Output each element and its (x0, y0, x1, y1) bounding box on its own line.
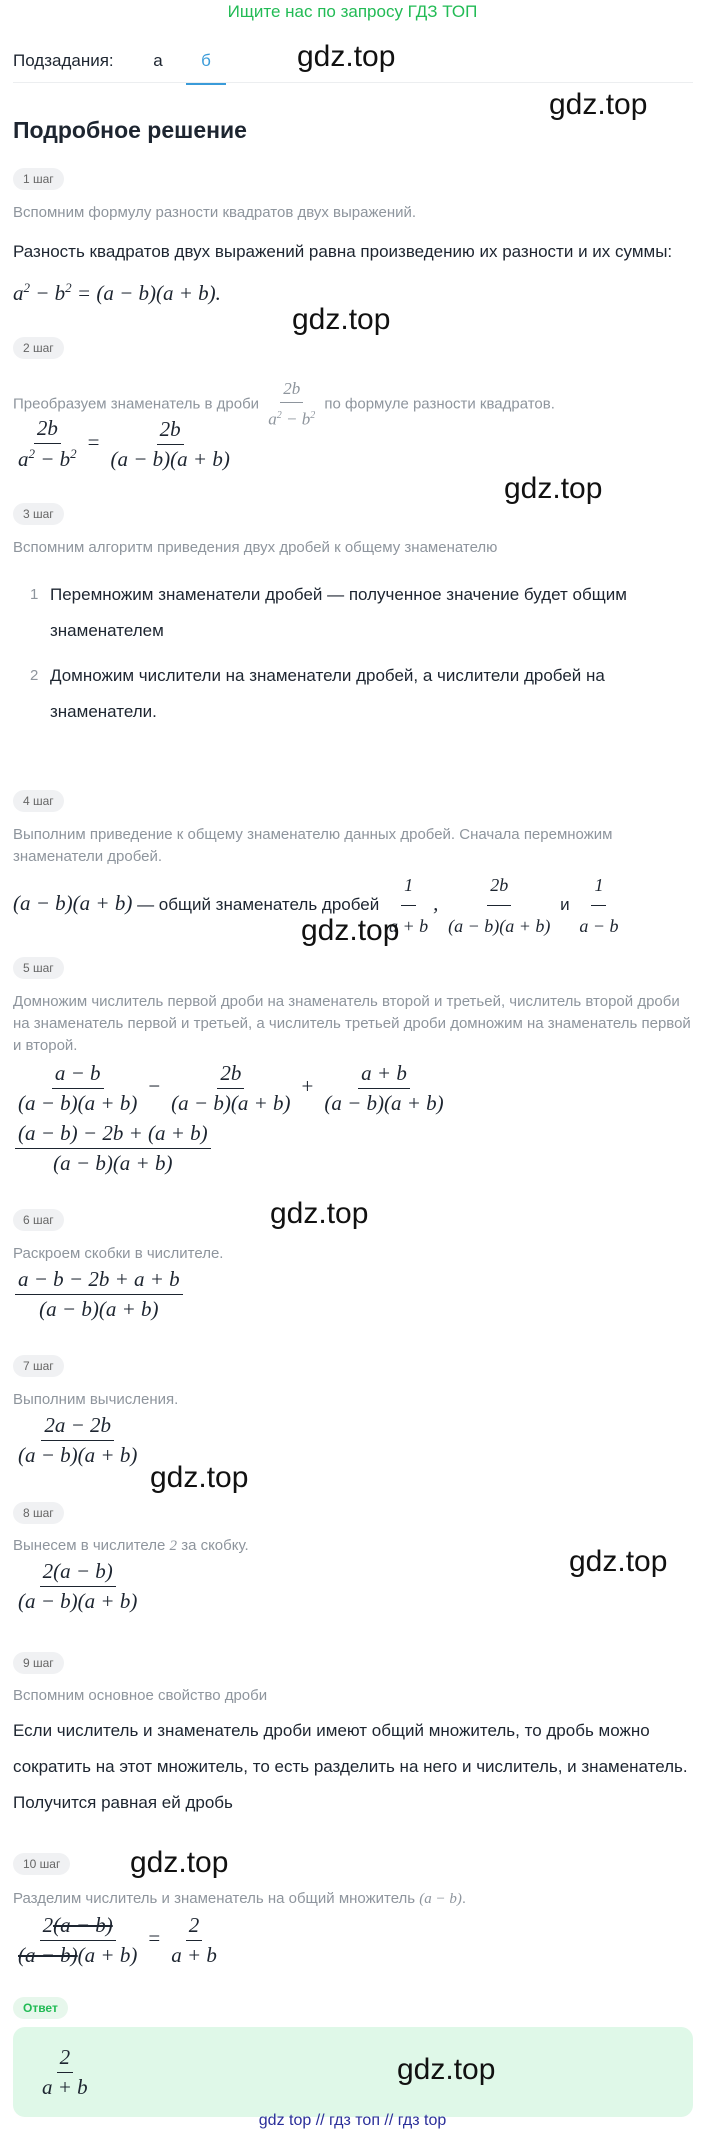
watermark: gdz.top (297, 40, 396, 73)
answer-expression: $\frac{2}{a + b}$ (42, 2045, 88, 2099)
math-expression: $\frac{2b}{a^2 - b^2}$ = $\frac{2b}{(a - b)(a + b)}$ (18, 416, 230, 471)
watermark: gdz.top (504, 472, 603, 505)
step-text-body: Разность квадратов двух выражений равна произведению их разности и их суммы: (13, 242, 673, 261)
search-banner[interactable]: Ищите нас по запросу ГДЗ ТОП (227, 2, 478, 21)
step-note: Вспомним формулу разности квадратов двух выражений. (13, 204, 417, 221)
step-note: Раскроем скобки в числителе. (13, 1245, 224, 1262)
step-note: Выполним вычисления. (13, 1391, 179, 1408)
math-expression: $\frac{2(a - b)}{(a - b)(a + b)}$ = $\frac{2}{a + b}$ (18, 1913, 217, 1967)
step-badge: 8 шаг (13, 1502, 64, 1524)
math-expression: $\frac{a - b}{(a - b)(a + b)}$ − $\frac{2b}{(a - b)(a + b)}$ + $\frac{a + b}{(a - b)(a + b)}$ (18, 1061, 444, 1115)
answer-box (13, 2027, 693, 2117)
step-badge: 10 шаг (13, 1853, 70, 1875)
step-note: Выполним приведение к общему знаменателю данных дробей. Сначала перемножим знаменатели дробей. (13, 826, 613, 865)
step-note: Домножим числитель первой дроби на знаменатель второй и третьей, числитель второй дроби на знаменатель первой и третьей, а числитель третьей дроби домножим на знаменатель первой и второй. (13, 993, 691, 1054)
footer-links[interactable]: gdz top // гдз топ // гдз top (258, 2112, 447, 2129)
step-text: (a − b)(a + b) — общий знаменатель дробей $\frac{1}{a + b}$ , $\frac{2b}{(a - b)(a + b)}$ и $\frac{1}{a - b}$ (13, 867, 693, 944)
watermark: gdz.top (292, 303, 391, 336)
step-badge: 4 шаг (13, 790, 64, 812)
math-expression: $\frac{2(a - b)}{(a - b)(a + b)}$ (18, 1559, 138, 1613)
step-note: Вынесем в числителе 2 за скобку. (13, 1537, 249, 1554)
step-note: Вспомним основное свойство дроби (13, 1687, 268, 1704)
step-badge: 2 шаг (13, 337, 64, 359)
note-text: по формуле разности квадратов. (324, 395, 555, 413)
step-badge: 3 шаг (13, 503, 64, 525)
tab-b[interactable]: б (186, 51, 226, 71)
watermark: gdz.top (150, 1461, 249, 1494)
step-badge: 1 шаг (13, 168, 64, 190)
watermark: gdz.top (130, 1846, 229, 1879)
step-text (13, 234, 693, 313)
math-formula: $a^2 - b^2 = (a - b)(a + b)$. (13, 280, 221, 305)
list-item: 1 Перемножим знаменатели дробей — полученное значение будет общим знаменателем (30, 585, 627, 640)
note-text: Преобразуем знаменатель в дроби (13, 395, 260, 413)
step-badge: 6 шаг (13, 1209, 64, 1231)
math-expression: $\frac{2a - 2b}{(a - b)(a + b)}$ (18, 1413, 138, 1467)
list-item: 2 Домножим числители на знаменатели дробей, а числители дробей на знаменатели. (30, 666, 605, 721)
math-fraction: $\frac{2b}{a^2 - b^2}$ (268, 379, 316, 429)
watermark: gdz.top (549, 88, 648, 121)
step-badge: 9 шаг (13, 1652, 64, 1674)
step-badge: 5 шаг (13, 957, 64, 979)
tab-a[interactable]: а (153, 51, 163, 70)
math-expression: $\frac{a - b - 2b + a + b}{(a - b)(a + b)}$ (13, 1267, 185, 1322)
step-badge: 7 шаг (13, 1355, 64, 1377)
watermark: gdz.top (270, 1197, 369, 1230)
watermark: gdz.top (397, 2053, 496, 2086)
step-note: Разделим числитель и знаменатель на общий множитель (a − b). (13, 1890, 467, 1907)
math-expression: $\frac{(a - b) - 2b + (a + b)}{(a - b)(a + b)}$ (13, 1121, 213, 1176)
step-text: Если числитель и знаменатель дроби имеют общий множитель, то дробь можно сократить на этот множитель, то есть разделить на него и числитель, и знаменатель. Получится равная ей дробь (13, 1721, 688, 1812)
subtasks-label: Подзадания: (13, 51, 114, 70)
watermark: gdz.top (569, 1545, 668, 1578)
step-note: Вспомним алгоритм приведения двух дробей к общему знаменателю (13, 539, 498, 556)
watermark: gdz.top (301, 914, 400, 947)
answer-label: Ответ (13, 1997, 68, 2019)
page-title: Подробное решение (13, 117, 247, 143)
